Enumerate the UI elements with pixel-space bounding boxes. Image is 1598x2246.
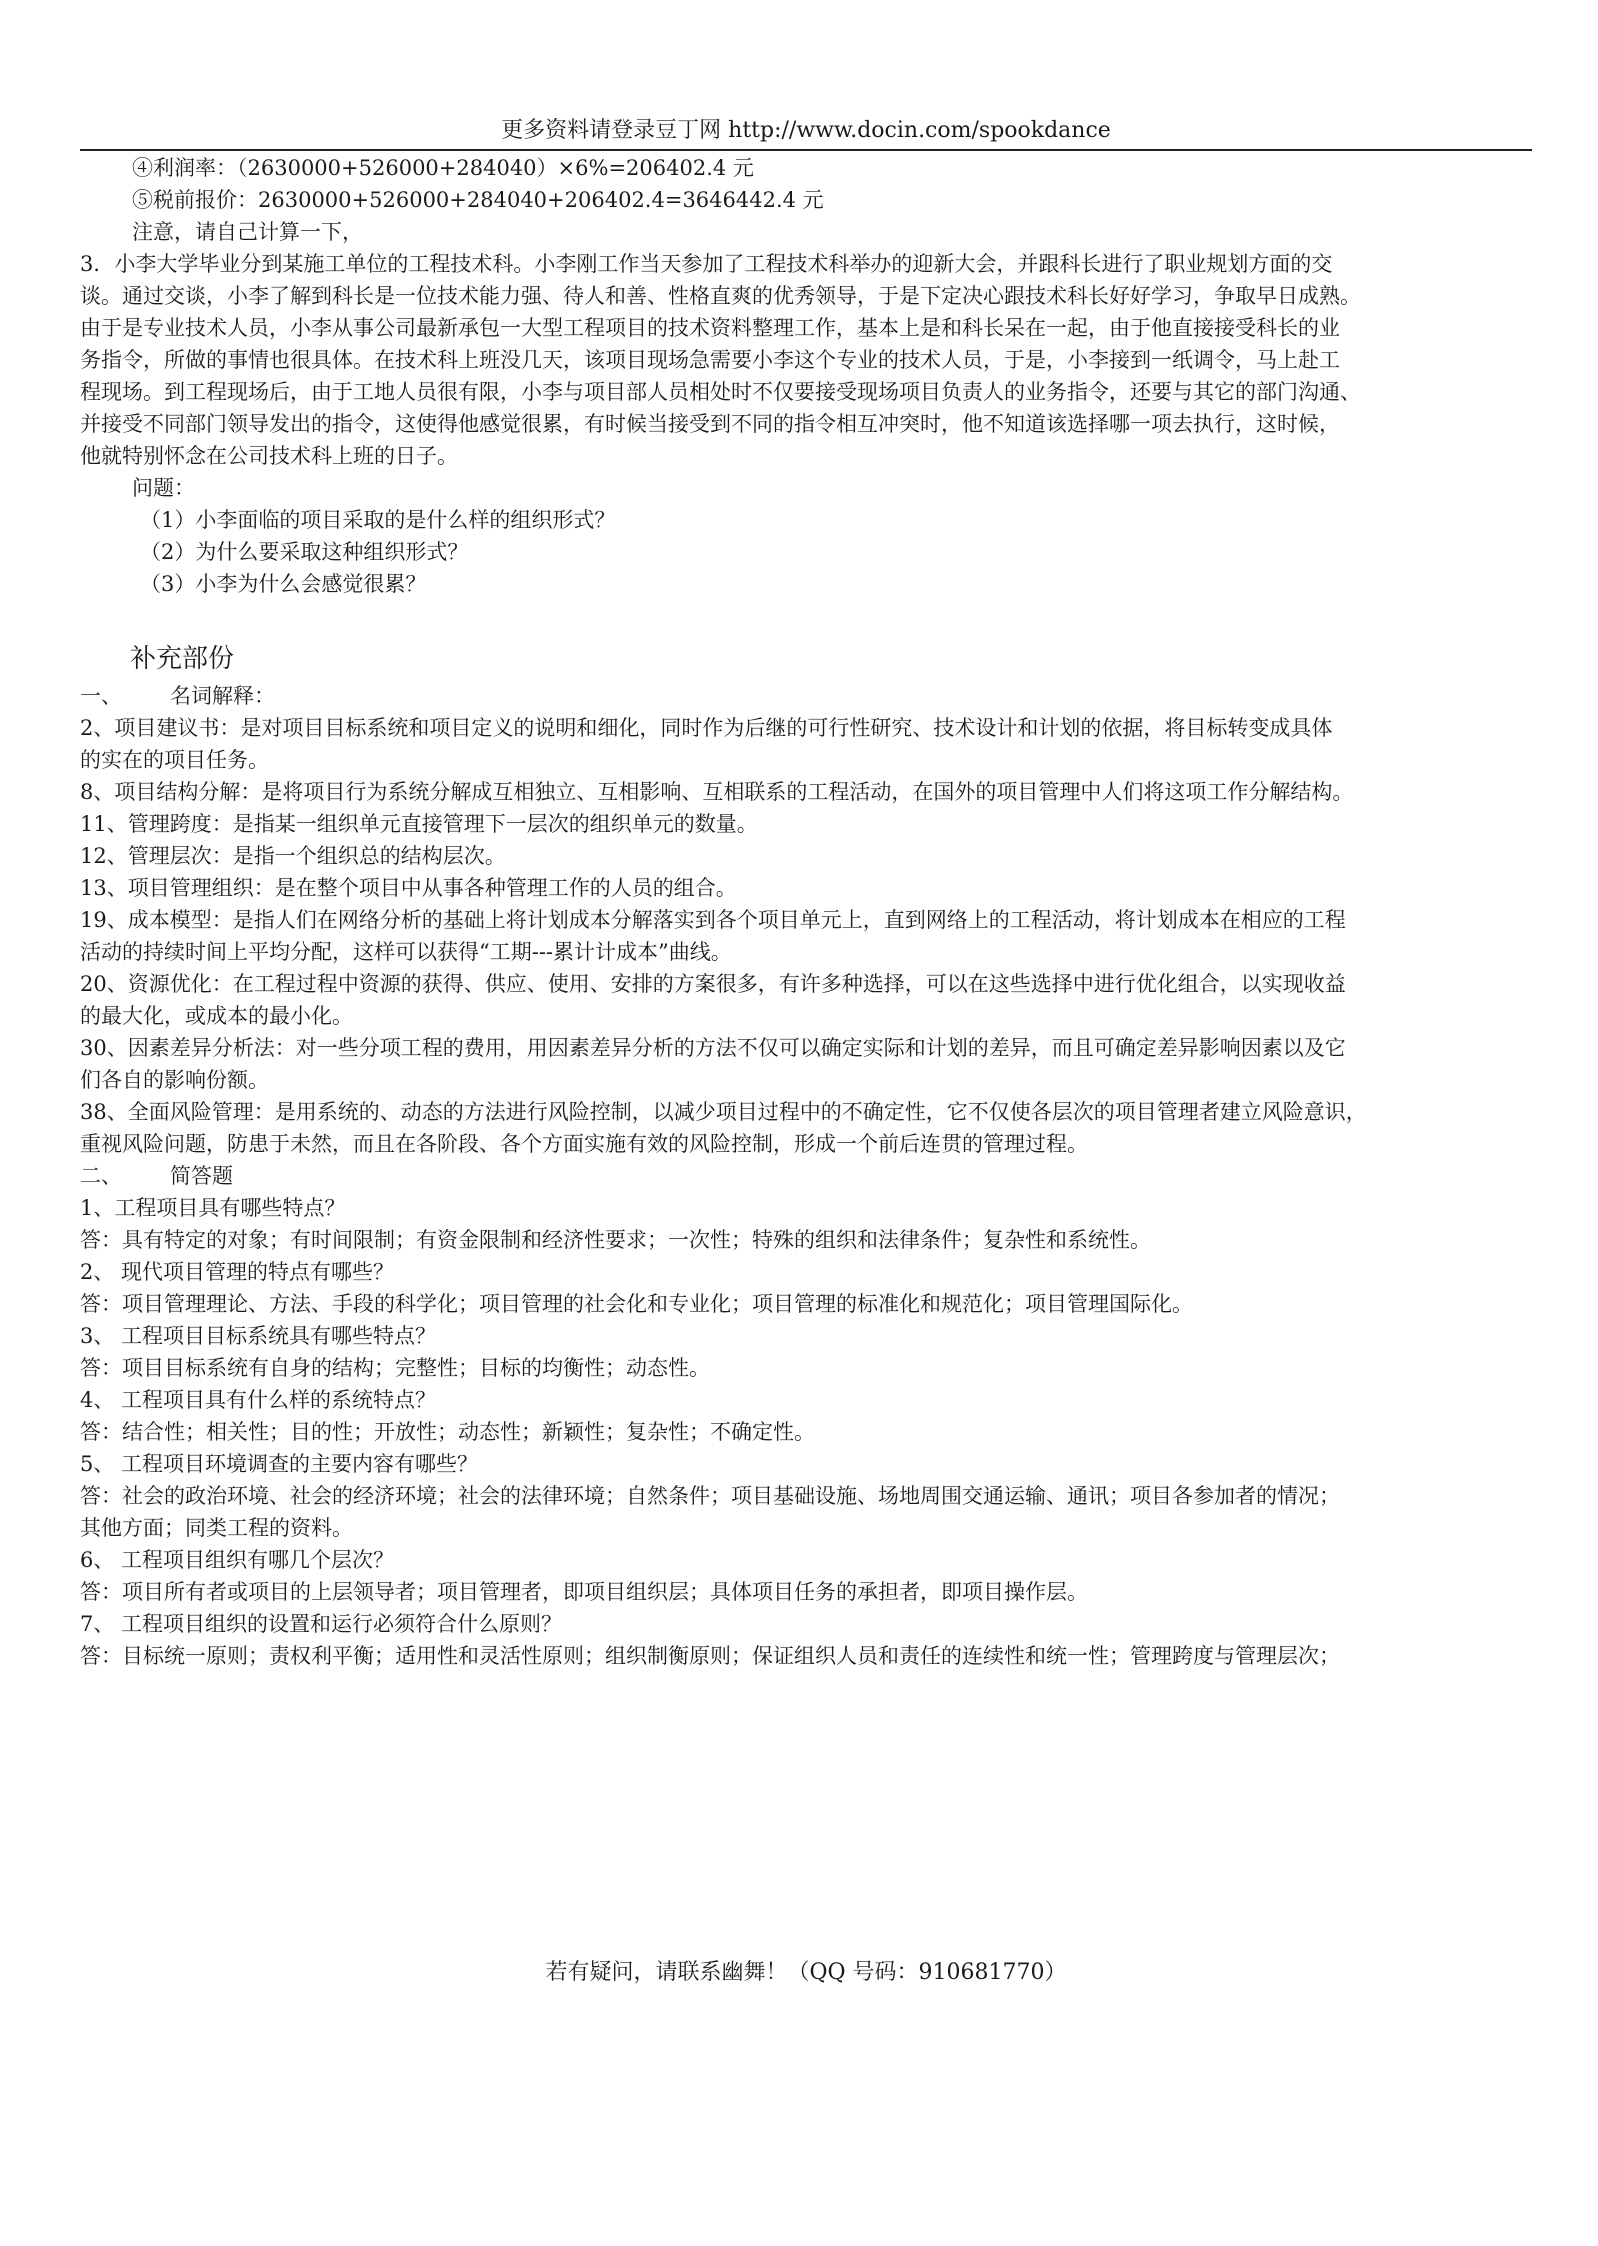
- term-line: 活动的持续时间上平均分配，这样可以获得“工期---累计计成本”曲线。: [80, 940, 732, 964]
- calc-note: 注意，请自己计算一下，: [132, 220, 363, 244]
- qa-line: 答：社会的政治环境、社会的经济环境；社会的法律环境；自然条件；项目基础设施、场地周围交通运输、通讯；项目各参加者的情况；: [80, 1484, 1340, 1508]
- section-heading-qa: [80, 1160, 1532, 1192]
- term-line: 8、项目结构分解：是将项目行为系统分解成互相独立、互相影响、互相联系的工程活动，在国外的项目管理中人们将这项工作分解结构。: [80, 780, 1354, 804]
- term-definitions: [80, 712, 1532, 1160]
- section-label: 名词解释：: [170, 684, 275, 708]
- term-line: 的最大化，或成本的最小化。: [80, 1004, 353, 1028]
- term-line: 19、成本模型：是指人们在网络分析的基础上将计划成本分解落实到各个项目单元上，直到网络上的工程活动，将计划成本在相应的工程: [80, 908, 1346, 932]
- term-line: 11、管理跨度：是指某一组织单元直接管理下一层次的组织单元的数量。: [80, 812, 758, 836]
- page-header: 更多资料请登录豆丁网 http://www.docin.com/spookdance: [501, 118, 1111, 143]
- paragraph-line: 由于是专业技术人员，小李从事公司最新承包一大型工程项目的技术资料整理工作，基本上是和科长呆在一起，由于他直接接受科长的业: [80, 316, 1340, 340]
- paragraph-line: 谈。通过交谈，小李了解到科长是一位技术能力强、待人和善、性格直爽的优秀领导，于是下定决心跟技术科长好好学习，争取早日成熟。: [80, 284, 1361, 308]
- qa-line: 3、 工程项目目标系统具有哪些特点？: [80, 1324, 437, 1348]
- term-line: 30、因素差异分析法：对一些分项工程的费用，用因素差异分析的方法不仅可以确定实际和计划的差异，而且可确定差异影响因素以及它: [80, 1036, 1346, 1060]
- header-divider: [80, 149, 1532, 151]
- qa-line: 答：具有特定的对象；有时间限制；有资金限制和经济性要求；一次性；特殊的组织和法律条件；复杂性和系统性。: [80, 1228, 1151, 1252]
- page-footer: 若有疑问，请联系幽舞！（QQ 号码：910681770）: [545, 1960, 1067, 1985]
- term-line: 13、项目管理组织：是在整个项目中从事各种管理工作的人员的组合。: [80, 876, 737, 900]
- term-line: 38、全面风险管理：是用系统的、动态的方法进行风险控制，以减少项目过程中的不确定性，它不仅使各层次的项目管理者建立风险意识，: [80, 1100, 1367, 1124]
- section-number: 一、: [80, 684, 122, 708]
- qa-line: 1、工程项目具有哪些特点？: [80, 1196, 346, 1220]
- term-line: 20、资源优化：在工程过程中资源的获得、供应、使用、安排的方案很多，有许多种选择，可以在这些选择中进行优化组合，以实现收益: [80, 972, 1346, 996]
- term-line: 们各自的影响份额。: [80, 1068, 269, 1092]
- question-item: （2）为什么要采取这种组织形式？: [140, 540, 469, 564]
- qa-line: 5、 工程项目环境调查的主要内容有哪些？: [80, 1452, 479, 1476]
- term-line: 12、管理层次：是指一个组织总的结构层次。: [80, 844, 506, 868]
- qa-line: 4、 工程项目具有什么样的系统特点？: [80, 1388, 437, 1412]
- paragraph-line: 他就特别怀念在公司技术科上班的日子。: [80, 444, 458, 468]
- term-line: 的实在的项目任务。: [80, 748, 269, 772]
- qa-line: 答：目标统一原则；责权利平衡；适用性和灵活性原则；组织制衡原则；保证组织人员和责任的连续性和统一性；管理跨度与管理层次；: [80, 1644, 1340, 1668]
- qa-line: 6、 工程项目组织有哪几个层次？: [80, 1548, 395, 1572]
- question-label: 问题：: [132, 476, 195, 500]
- term-line: 重视风险问题，防患于未然，而且在各阶段、各个方面实施有效的风险控制，形成一个前后连贯的管理过程。: [80, 1132, 1088, 1156]
- paragraph-line: 务指令，所做的事情也很具体。在技术科上班没几天，该项目现场急需要小李这个专业的技术人员，于是，小李接到一纸调令，马上赴工: [80, 348, 1340, 372]
- qa-line: 2、 现代项目管理的特点有哪些？: [80, 1260, 395, 1284]
- qa-line: 答：项目目标系统有自身的结构；完整性；目标的均衡性；动态性。: [80, 1356, 710, 1380]
- question-item: （3）小李为什么会感觉很累？: [140, 572, 427, 596]
- section-number: 二、: [80, 1164, 122, 1188]
- qa-line: 答：结合性；相关性；目的性；开放性；动态性；新颖性；复杂性；不确定性。: [80, 1420, 815, 1444]
- paragraph-line: 3．小李大学毕业分到某施工单位的工程技术科。小李刚工作当天参加了工程技术科举办的迎新大会，并跟科长进行了职业规划方面的交: [80, 252, 1333, 276]
- qa-line: 答：项目管理理论、方法、手段的科学化；项目管理的社会化和专业化；项目管理的标准化和规范化；项目管理国际化。: [80, 1292, 1193, 1316]
- term-line: 2、项目建议书：是对项目目标系统和项目定义的说明和细化，同时作为后继的可行性研究、技术设计和计划的依据，将目标转变成具体: [80, 716, 1333, 740]
- case-3-paragraph: [80, 248, 1532, 472]
- qa-line: 其他方面；同类工程的资料。: [80, 1516, 353, 1540]
- document-body: [80, 152, 1532, 1672]
- question-item: （1）小李面临的项目采取的是什么样的组织形式？: [140, 508, 616, 532]
- qa-line: 答：项目所有者或项目的上层领导者；项目管理者，即项目组织层；具体项目任务的承担者，即项目操作层。: [80, 1580, 1088, 1604]
- short-answer-list: [80, 1192, 1532, 1672]
- pretax-calc-line: ⑤税前报价：2630000+526000+284040+206402.4=3646442.4 元: [132, 188, 824, 212]
- qa-line: 7、 工程项目组织的设置和运行必须符合什么原则？: [80, 1612, 563, 1636]
- profit-calc-line: ④利润率：（2630000+526000+284040）×6%=206402.4 元: [132, 156, 754, 180]
- section-heading-terms: [80, 680, 1532, 712]
- section-label: 简答题: [170, 1164, 233, 1188]
- paragraph-line: 程现场。到工程现场后，由于工地人员很有限，小李与项目部人员相处时不仅要接受现场项目负责人的业务指令，还要与其它的部门沟通、: [80, 380, 1361, 404]
- paragraph-line: 并接受不同部门领导发出的指令，这使得他感觉很累，有时候当接受到不同的指令相互冲突时，他不知道该选择哪一项去执行，这时候，: [80, 412, 1340, 436]
- supplement-title: 补充部份: [130, 644, 235, 674]
